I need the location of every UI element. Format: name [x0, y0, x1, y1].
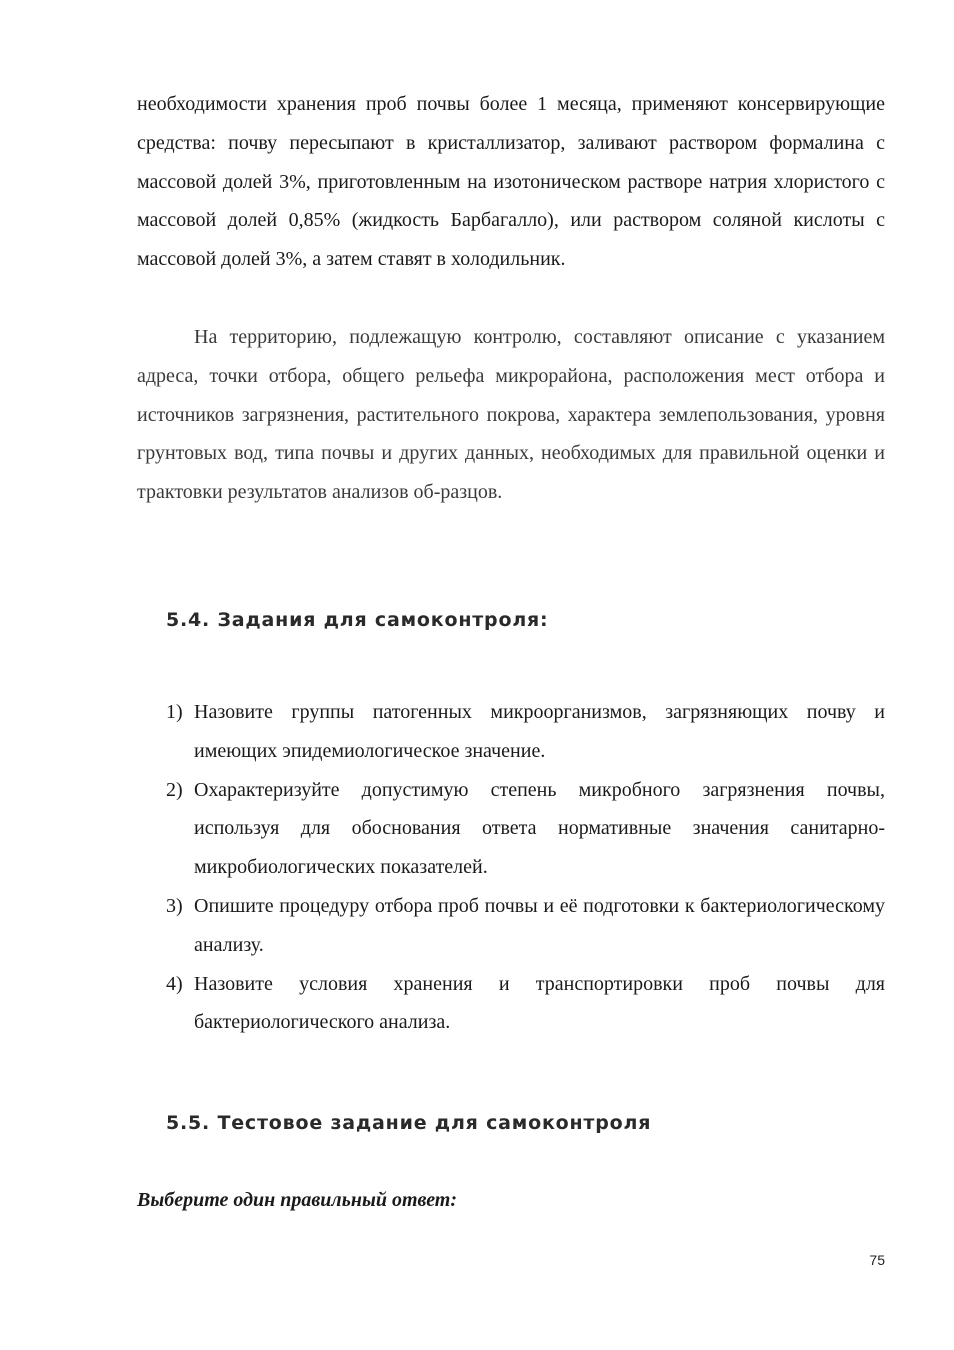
page-number: 75	[869, 1252, 885, 1268]
test-instruction: Выберите один правильный ответ:	[137, 1189, 458, 1211]
list-item-number: 1)	[166, 701, 183, 723]
paragraph-storage: необходимости хранения проб почвы более 1 месяца, применяют консервирующие средства: почву пересыпают в кристаллизатор, заливают раствором формалина с массовой долей 3%, приготовленным на изотоническом растворе натрия хлористого с массовой долей 0,85% (жидкость Барбагалло), или раствором соляной кислоты с массовой долей 3%, а затем ставят в холодильник.	[137, 93, 885, 271]
list-item-text: Назовите группы патогенных микроорганизмов, загрязняющих почву и имеющих эпидемиологическое значение.	[194, 701, 885, 762]
list-item	[166, 771, 885, 887]
list-item	[166, 965, 885, 1043]
list-item	[166, 887, 885, 965]
list-item-text: Опишите процедуру отбора проб почвы и её подготовки к бактериологическому анализу.	[194, 894, 885, 956]
list-item-text: Назовите условия хранения и транспортировки проб почвы для бактериологического анализа.	[194, 972, 885, 1034]
list-item-number: 3)	[166, 894, 183, 917]
list-item	[166, 693, 885, 771]
section-heading-5-5: 5.5. Тестовое задание для самоконтроля	[166, 1112, 652, 1134]
section-heading-5-4: 5.4. Задания для самоконтроля:	[166, 609, 549, 631]
list-item-text: Охарактеризуйте допустимую степень микробного загрязнения почвы, используя для обоснования ответа нормативные значения санитарно-микробиологических показателей.	[194, 778, 885, 879]
self-control-task-list	[166, 693, 885, 1042]
paragraph-site-description: На территорию, подлежащую контролю, составляют описание с указанием адреса, точки отбора, общего рельефа микрорайона, расположения мест отбора и источников загрязнения, растительного покрова, характера землепользования, уровня грунтовых вод, типа почвы и других данных, необходимых для правильной оценки и трактовки результатов анализов об-разцов.	[137, 326, 885, 504]
list-item-number: 4)	[166, 972, 183, 995]
list-item-number: 2)	[166, 778, 183, 801]
